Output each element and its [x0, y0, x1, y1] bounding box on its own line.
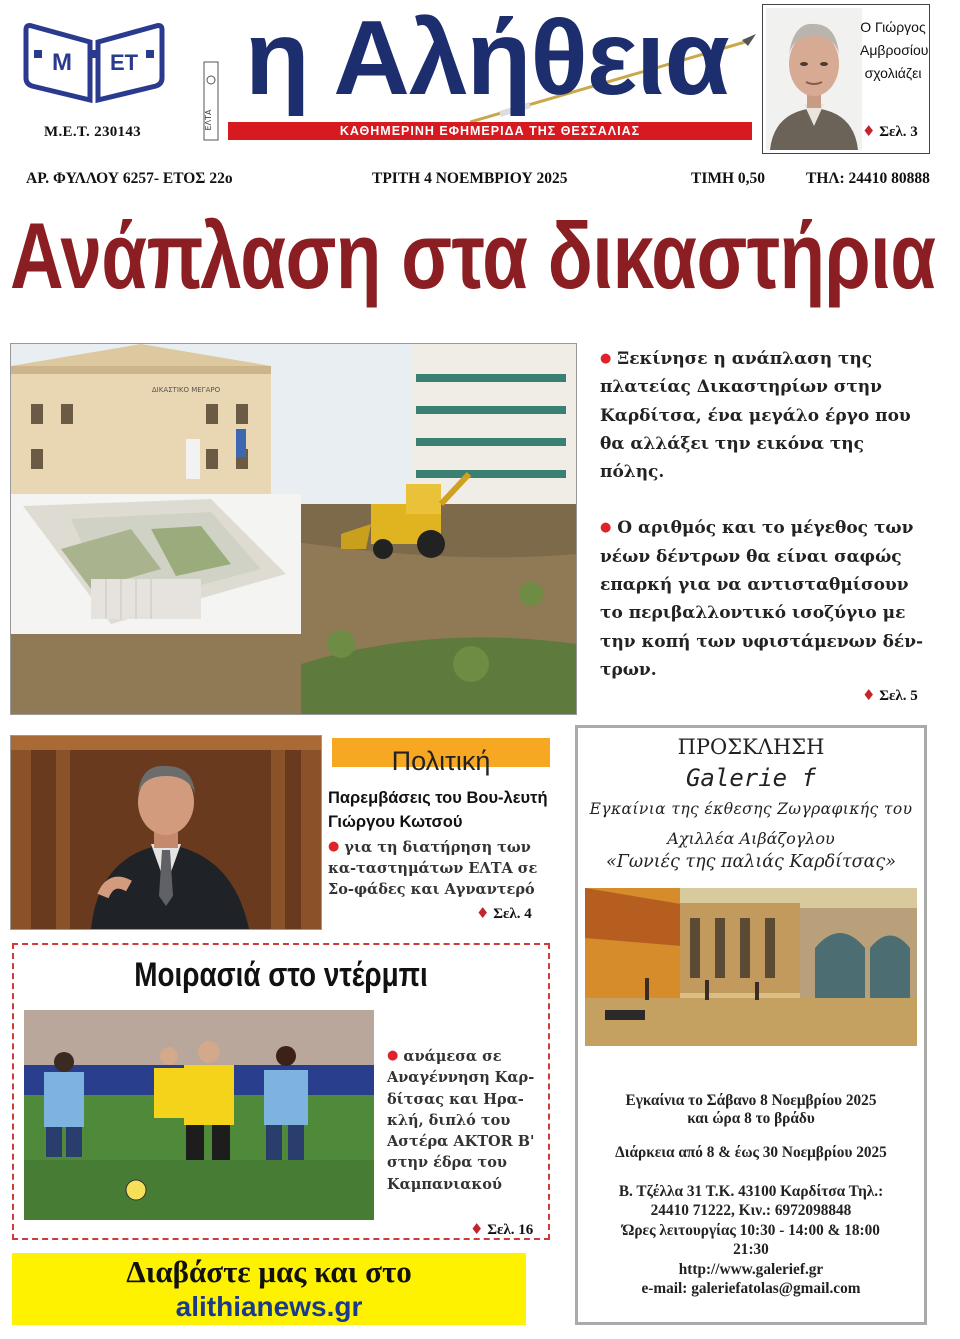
- derby-photo[interactable]: [24, 1010, 374, 1220]
- issue-info-line: [0, 168, 960, 190]
- logo-letters-et: ΕΤ: [109, 50, 139, 75]
- diamond-icon: ♦: [476, 904, 490, 922]
- main-story-paragraph-2-text: Ο αριθμός και το μέγεθος των νέων δέντρων θα είναι σαφώς επαρκή για να αντισταθμίσουν το περιβαλλοντικό ισοζύγιο με την κοπή των υφιστάμενων δέν-τρων.: [600, 518, 924, 680]
- newspaper-subtitle: ΚΑΘΗΜΕΡΙΝΗ ΕΦΗΜΕΡΙΔΑ ΤΗΣ ΘΕΣΣΑΛΙΑΣ: [228, 122, 752, 140]
- derby-title-text: Μοιρασιά στο ντέρμπι: [134, 956, 428, 994]
- diamond-icon: ♦: [862, 686, 876, 704]
- derby-title[interactable]: [12, 957, 550, 994]
- main-headline[interactable]: [10, 203, 940, 308]
- diamond-icon: ♦: [470, 1220, 484, 1238]
- met-code: Μ.Ε.Τ. 230143: [44, 124, 141, 140]
- columnist-photo: [766, 8, 862, 150]
- main-story-paragraph-1-text: Ξεκίνησε η ανάπλαση της πλατείας Δικαστηρίων στην Καρδίτσα, ένα μεγάλο έργο που θα αλλάξει την εικόνα της πόλης.: [600, 349, 911, 483]
- bullet-icon: ●: [600, 520, 612, 536]
- issue-date: ΤΡΙΤΗ 4 ΝΟΕΜΒΡΙΟΥ 2025: [372, 170, 568, 187]
- columnist-line-3: σχολιάζει: [864, 65, 922, 81]
- gallery-email[interactable]: e-mail: galeriefatolas@gmail.com: [641, 1280, 861, 1297]
- bullet-icon: ●: [328, 839, 340, 854]
- main-story-paragraph-2: [600, 514, 930, 684]
- columnist-line-2: Αμβροσίου: [860, 42, 929, 58]
- main-story-paragraph-1: [600, 345, 930, 486]
- bullet-icon: ●: [387, 1048, 399, 1063]
- newspaper-title: η Αλήθεια: [245, 0, 729, 117]
- opening-time: και ώρα 8 το βράδυ: [687, 1110, 815, 1127]
- issue-phone: ΤΗΛ: 24410 80888: [806, 170, 930, 187]
- politics-text-body: για τη διατήρηση των κα-ταστημάτων ΕΛΤΑ σε Σο-φάδες και Αγναντερό: [328, 839, 538, 899]
- derby-text-body: ανάμεσα σε Αναγέννηση Καρ-δίτσας και Ηρα-κλή, διπλό του Αστέρα AKTOR Β' στην έδρα του Καμπανιακού: [387, 1048, 535, 1193]
- gallery-address-2: 24410 71222, Κιν.: 6972098848: [650, 1202, 852, 1219]
- elta-vertical-mark: [200, 60, 222, 142]
- columnist-text: [860, 16, 929, 85]
- gallery-address-1: Β. Τζέλλα 31 Τ.Κ. 43100 Καρδίτσα Τηλ.:: [618, 1183, 884, 1200]
- elta-vertical-text: ΕΛΤΑ: [204, 109, 213, 131]
- diamond-icon: ♦: [862, 122, 876, 140]
- columnist-page-ref[interactable]: [862, 122, 918, 141]
- invitation-artist: Αχιλλέα Αιβάζογλου: [667, 829, 835, 848]
- politics-title[interactable]: Παρεμβάσεις του Βου-λευτή Γιώργου Κωτσού: [328, 789, 548, 831]
- main-headline-text: Ανάπλαση στα δικαστήρια: [10, 203, 936, 308]
- gallery-website[interactable]: http://www.galerief.gr: [678, 1261, 824, 1278]
- invitation-title: ΠΡΟΣΚΛΗΣΗ: [677, 735, 825, 759]
- gallery-name: Galerie f: [685, 764, 817, 792]
- politics-page-label: Σελ. 4: [493, 906, 532, 922]
- derby-page-label: Σελ. 16: [487, 1222, 534, 1238]
- exhibition-painting: [585, 888, 917, 1046]
- columnist-line-1: Ο Γιώργος: [860, 19, 926, 35]
- met-logo: [20, 20, 168, 108]
- gallery-hours-2: 21:30: [733, 1241, 769, 1258]
- main-story-photo[interactable]: [10, 343, 577, 715]
- derby-page-ref[interactable]: [470, 1220, 533, 1239]
- main-story-text: [600, 345, 930, 712]
- courthouse-sign: ΔΙΚΑΣΤΙΚΟ ΜΕΓΑΡΟ: [151, 386, 221, 394]
- website-link[interactable]: alithianews.gr: [175, 1291, 363, 1322]
- exhibition-duration: Διάρκεια από 8 & έως 30 Νοεμβρίου 2025: [615, 1144, 887, 1161]
- derby-text: [387, 1045, 537, 1195]
- politics-section-label[interactable]: Πολιτική: [391, 746, 491, 776]
- invitation-opening-line: Εγκαίνια της έκθεσης Ζωγραφικής του: [589, 800, 913, 818]
- main-story-page-ref[interactable]: [862, 686, 918, 705]
- issue-price: ΤΙΜΗ 0,50: [691, 170, 766, 187]
- logo-letter-m: Μ: [52, 49, 72, 76]
- bullet-icon: ●: [600, 351, 612, 366]
- politics-photo[interactable]: [10, 735, 322, 930]
- politics-page-ref[interactable]: [476, 904, 532, 923]
- invitation-exhibition-name: «Γωνιές της παλιάς Καρδίτσας»: [606, 852, 896, 872]
- columnist-page-label: Σελ. 3: [879, 124, 918, 140]
- read-online-text: Διαβάστε μας και στο: [126, 1254, 412, 1289]
- issue-number: ΑΡ. ΦΥΛΛΟΥ 6257- ΕΤΟΣ 22ο: [26, 170, 233, 187]
- politics-text: [328, 836, 556, 901]
- gallery-hours-1: Ώρες λειτουργίας 10:30 - 14:00 & 18:00: [622, 1222, 880, 1239]
- main-story-page-label: Σελ. 5: [879, 688, 918, 704]
- opening-date: Εγκαίνια το Σάβανο 8 Νοεμβρίου 2025: [625, 1092, 877, 1109]
